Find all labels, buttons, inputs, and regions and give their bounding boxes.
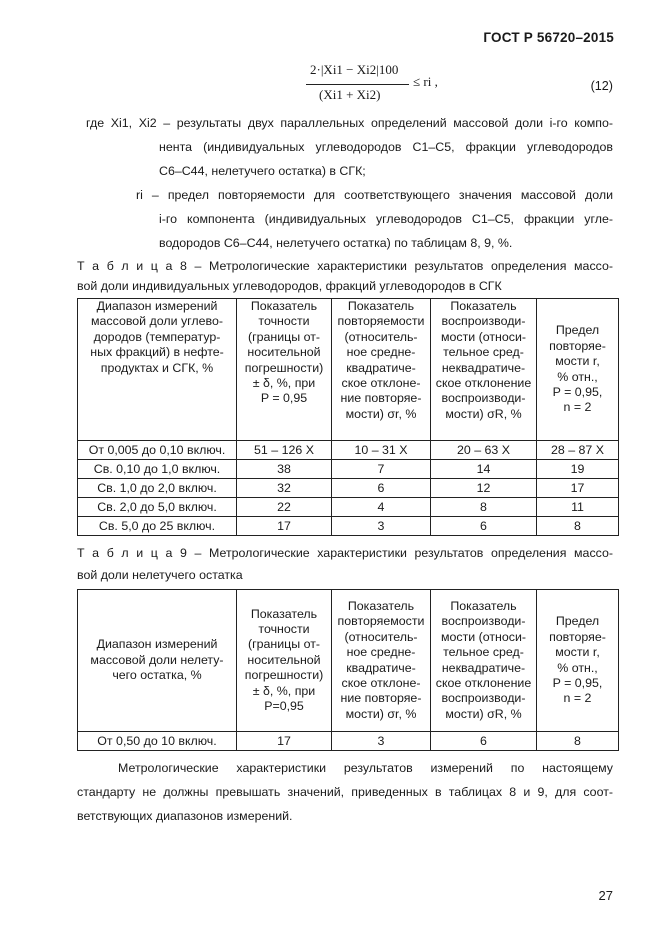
table-cell: 6 xyxy=(431,517,537,536)
document-standard-header: ГОСТ Р 56720–2015 xyxy=(483,30,614,45)
table-8 xyxy=(77,298,619,536)
table-cell: От 0,005 до 0,10 включ. xyxy=(78,441,237,460)
table-row xyxy=(78,498,619,517)
definition-x-line-3: С6–С44, нелетучего остатка) в СГК; xyxy=(159,164,366,178)
table-cell: 22 xyxy=(237,498,332,517)
table-cell: 10 – 31 X xyxy=(332,441,431,460)
table9-header-repeatability: Показатель повторяемости (относитель- ное средне- квадратиче- ское отклоне- ние повторяе- мости) σr, % xyxy=(332,590,431,732)
table-cell: Св. 5,0 до 25 включ. xyxy=(78,517,237,536)
table9-caption-line-2: вой доли нелетучего остатка xyxy=(77,568,243,582)
table8-header-limit: Предел повторяе- мости r, % отн., P = 0,95, n = 2 xyxy=(537,299,619,441)
table-cell: Св. 2,0 до 5,0 включ. xyxy=(78,498,237,517)
fraction-bar xyxy=(306,84,409,85)
definition-x-line-2: нента (индивидуальных углеводородов С1–С5, фракции углеводородов xyxy=(159,140,613,154)
table-cell: 3 xyxy=(332,517,431,536)
table-cell: Св. 1,0 до 2,0 включ. xyxy=(78,479,237,498)
table-cell: 51 – 126 X xyxy=(237,441,332,460)
repeatability-formula xyxy=(302,62,442,108)
table-row xyxy=(78,517,619,536)
table-cell: 32 xyxy=(237,479,332,498)
table9-caption-line-1: Т а б л и ц а 9 – Метрологические характеристики результатов определения массо- xyxy=(77,546,613,560)
table-cell: От 0,50 до 10 включ. xyxy=(78,732,237,751)
table8-header-accuracy: Показатель точности (границы от- носительной погрешности) ± δ, %, при P = 0,95 xyxy=(237,299,332,441)
table-cell: 4 xyxy=(332,498,431,517)
table-cell: 8 xyxy=(537,732,619,751)
table-cell: 20 – 63 X xyxy=(431,441,537,460)
definition-r-line-1: ri – предел повторяемости для соответствующего значения массовой доли xyxy=(136,188,613,202)
table-cell: 38 xyxy=(237,460,332,479)
table-cell: 11 xyxy=(537,498,619,517)
table-cell: 7 xyxy=(332,460,431,479)
table-cell: Св. 0,10 до 1,0 включ. xyxy=(78,460,237,479)
table-row xyxy=(78,732,619,751)
table9-header-reproducibility: Показатель воспроизводи- мости (относи- тельное сред- неквадратиче- ское отклонение воспроизводи- мости) σR, % xyxy=(431,590,537,732)
table9-header-range: Диапазон измерений массовой доли нелету- чего остатка, % xyxy=(78,590,237,732)
table8-header-reproducibility: Показатель воспроизводи- мости (относи- тельное сред- неквадратиче- ское отклонение воспроизводи- мости) σR, % xyxy=(431,299,537,441)
table-9 xyxy=(77,589,619,751)
closing-line-3: ветствующих диапазонов измерений. xyxy=(77,809,293,823)
closing-line-2: стандарту не должны превышать значений, приведенных в таблицах 8 и 9, для соот- xyxy=(77,785,613,799)
table8-header-repeatability: Показатель повторяемости (относитель- ное средне- квадратиче- ское отклоне- ние повторяе- мости) σr, % xyxy=(332,299,431,441)
table-cell: 28 – 87 X xyxy=(537,441,619,460)
table-row xyxy=(78,441,619,460)
closing-line-1: Метрологические характеристики результатов измерений по настоящему xyxy=(118,761,613,775)
table-cell: 12 xyxy=(431,479,537,498)
formula-right-side: ≤ ri , xyxy=(413,74,438,89)
table9-header-limit: Предел повторяе- мости r, % отн., P = 0,95, n = 2 xyxy=(537,590,619,732)
table8-header-range: Диапазон измерений массовой доли углево- дородов (температур- ных фракций) в нефте- продуктах и СГК, % xyxy=(78,299,237,441)
table-cell: 14 xyxy=(431,460,537,479)
table-cell: 6 xyxy=(431,732,537,751)
table-cell: 17 xyxy=(537,479,619,498)
table8-caption-line-2: вой доли индивидуальных углеводородов, фракций углеводородов в СГК xyxy=(77,279,502,293)
equation-number: (12) xyxy=(590,79,613,93)
table9-header-accuracy: Показатель точности (границы от- носительной погрешности) ± δ, %, при P=0,95 xyxy=(237,590,332,732)
table-cell: 8 xyxy=(537,517,619,536)
formula-numerator: 2·|Xi1 − Xi2|100 xyxy=(310,62,399,77)
table-row xyxy=(78,460,619,479)
definition-r-line-2: i-го компонента (индивидуальных углеводородов С1–С5, фракции угле- xyxy=(159,212,613,226)
table-cell: 19 xyxy=(537,460,619,479)
definition-r-line-3: водородов С6–С44, нелетучего остатка) по таблицам 8, 9, %. xyxy=(159,236,513,250)
definition-x-line-1: где Xi1, Xi2 – результаты двух параллельных определений массовой доли i-го компо- xyxy=(86,116,613,130)
table-cell: 6 xyxy=(332,479,431,498)
formula-denominator: (Xi1 + Xi2) xyxy=(319,87,381,102)
page-number: 27 xyxy=(598,888,613,903)
table8-caption-line-1: Т а б л и ц а 8 – Метрологические характеристики результатов определения массо- xyxy=(77,259,613,273)
table-cell: 17 xyxy=(237,732,332,751)
table-cell: 3 xyxy=(332,732,431,751)
table-cell: 17 xyxy=(237,517,332,536)
table-row xyxy=(78,479,619,498)
table-cell: 8 xyxy=(431,498,537,517)
